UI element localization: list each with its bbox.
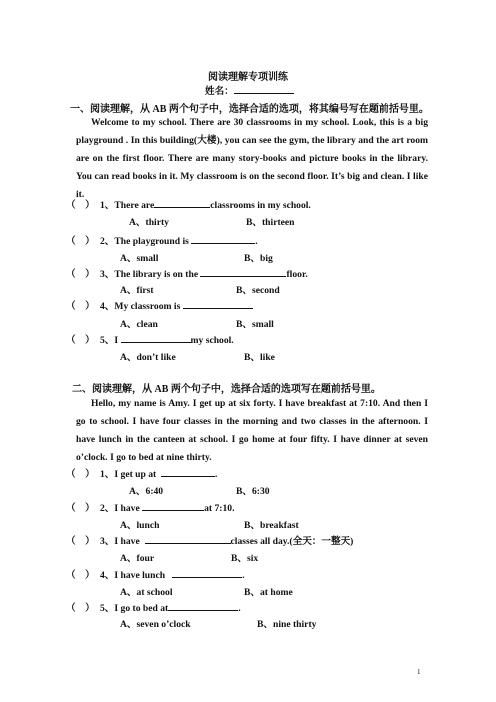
answer-paren[interactable]: （ ） <box>66 603 95 614</box>
question-text: My classroom is <box>114 301 181 312</box>
s2-question-5 <box>66 600 241 614</box>
question-text-end: classrooms in my school. <box>210 200 311 211</box>
s2-question-1 <box>66 466 217 480</box>
s1-q2-option-b: B、big <box>244 253 273 264</box>
answer-blank[interactable] <box>200 267 286 277</box>
answer-blank[interactable] <box>161 467 215 477</box>
section1-passage-text: Welcome to my school. There are 30 classrooms in my school. Look, this is a big playground . In this building(大楼), you can see the gym, the library and the art room are on the first floor. There are many story-books and picture books in the library. You can read books in it. My classroom is on the second floor. It’s big and clean. I like it. <box>76 117 428 200</box>
question-number: 4、 <box>100 301 115 312</box>
answer-paren[interactable]: （ ） <box>66 503 95 514</box>
s1-q2-option-a: A、small <box>120 253 159 264</box>
answer-paren[interactable]: （ ） <box>66 301 95 312</box>
s2-q2-option-b: B、breakfast <box>244 520 299 531</box>
answer-blank[interactable] <box>172 568 242 578</box>
answer-blank[interactable] <box>142 501 204 511</box>
s2-question-3 <box>66 533 353 547</box>
page-number: 1 <box>417 668 421 676</box>
s1-question-4 <box>66 298 253 312</box>
answer-paren[interactable]: （ ） <box>66 335 95 346</box>
s1-q5-option-a: A、don’t like <box>120 352 176 363</box>
question-text: I have lunch <box>114 570 166 581</box>
name-label: 姓名： <box>205 86 234 97</box>
answer-blank[interactable] <box>191 234 255 244</box>
question-text-end: . <box>255 236 258 247</box>
s2-q1-option-b: B、6:30 <box>236 486 270 497</box>
answer-paren[interactable]: （ ） <box>66 469 95 480</box>
question-number: 1、 <box>100 200 115 211</box>
s1-question-2 <box>66 233 258 247</box>
s1-q3-option-b: B、second <box>236 285 280 296</box>
question-text-end: floor. <box>286 269 308 280</box>
question-text-end: at 7:10. <box>204 503 235 514</box>
s2-q5-option-b: B、nine thirty <box>257 619 317 630</box>
s2-q3-option-b: B、six <box>231 553 259 564</box>
answer-blank[interactable] <box>168 601 238 611</box>
s1-q3-option-a: A、first <box>120 285 154 296</box>
answer-blank[interactable] <box>121 333 191 343</box>
s2-question-2 <box>66 500 235 514</box>
question-text: I <box>114 335 119 346</box>
question-text: I have <box>114 536 140 547</box>
s2-q1-option-a: A、6:40 <box>129 486 164 497</box>
question-text: I have <box>114 503 140 514</box>
answer-paren[interactable]: （ ） <box>66 236 95 247</box>
page-title: 阅读理解专项训练 <box>208 72 288 83</box>
name-blank <box>234 84 294 94</box>
section1-passage <box>76 114 428 204</box>
question-number: 5、 <box>100 603 115 614</box>
s1-question-3 <box>66 266 308 280</box>
s1-question-1 <box>66 197 311 211</box>
question-text-end: classes all day.(全天：一整天) <box>230 536 354 547</box>
question-text-end: . <box>242 570 245 581</box>
question-number: 2、 <box>100 236 115 247</box>
s2-q4-option-b: B、at home <box>244 587 293 598</box>
s1-q1-option-b: B、thirteen <box>246 217 295 228</box>
s2-q5-option-a: A、seven o’clock <box>120 619 191 630</box>
answer-paren[interactable]: （ ） <box>66 570 95 581</box>
question-text: The playground is <box>114 236 189 247</box>
question-number: 3、 <box>100 536 115 547</box>
section2-passage <box>76 395 428 467</box>
s2-question-4 <box>66 567 245 581</box>
question-number: 4、 <box>100 570 115 581</box>
s2-q3-option-a: A、four <box>120 553 155 564</box>
s1-q4-option-b: B、small <box>236 319 274 330</box>
question-text: There are <box>114 200 155 211</box>
question-number: 1、 <box>100 469 115 480</box>
answer-blank[interactable] <box>154 198 210 208</box>
s1-q1-option-a: A、thirty <box>129 217 169 228</box>
question-text-end: . <box>238 603 241 614</box>
section2-passage-text: Hello, my name is Amy. I get up at six forty. I have breakfast at 7:10. And then I go to school. I have four classes in the morning and two classes in the afternoon. I have lunch in the canteen at school. I go home at four fifty. I have dinner at seven o’clock. I go to bed at nine thirty. <box>76 398 428 463</box>
answer-blank[interactable] <box>183 299 253 309</box>
question-number: 2、 <box>100 503 115 514</box>
s2-q2-option-a: A、lunch <box>120 520 160 531</box>
s2-q4-option-a: A、at school <box>120 587 173 598</box>
s1-q5-option-b: B、like <box>244 352 275 363</box>
answer-paren[interactable]: （ ） <box>66 269 95 280</box>
question-text: The library is on the <box>114 269 199 280</box>
question-text-end: . <box>215 469 218 480</box>
question-text-end: my school. <box>190 335 234 346</box>
name-line <box>205 83 294 97</box>
question-text: I get up at <box>114 469 157 480</box>
section1-heading: 一、阅读理解，从 AB 两个句子中，选择合适的选项，将其编号写在题前括号里。 <box>70 104 429 115</box>
answer-paren[interactable]: （ ） <box>66 536 95 547</box>
s1-question-5 <box>66 332 234 346</box>
section2-heading: 二、阅读理解，从 AB 两个句子中，选择合适的选项写在题前括号里。 <box>72 384 381 395</box>
answer-blank[interactable] <box>145 534 231 544</box>
answer-paren[interactable]: （ ） <box>66 200 95 211</box>
question-text: I go to bed at <box>114 603 169 614</box>
s1-q4-option-a: A、clean <box>120 319 158 330</box>
question-number: 5、 <box>100 335 115 346</box>
question-number: 3、 <box>100 269 115 280</box>
